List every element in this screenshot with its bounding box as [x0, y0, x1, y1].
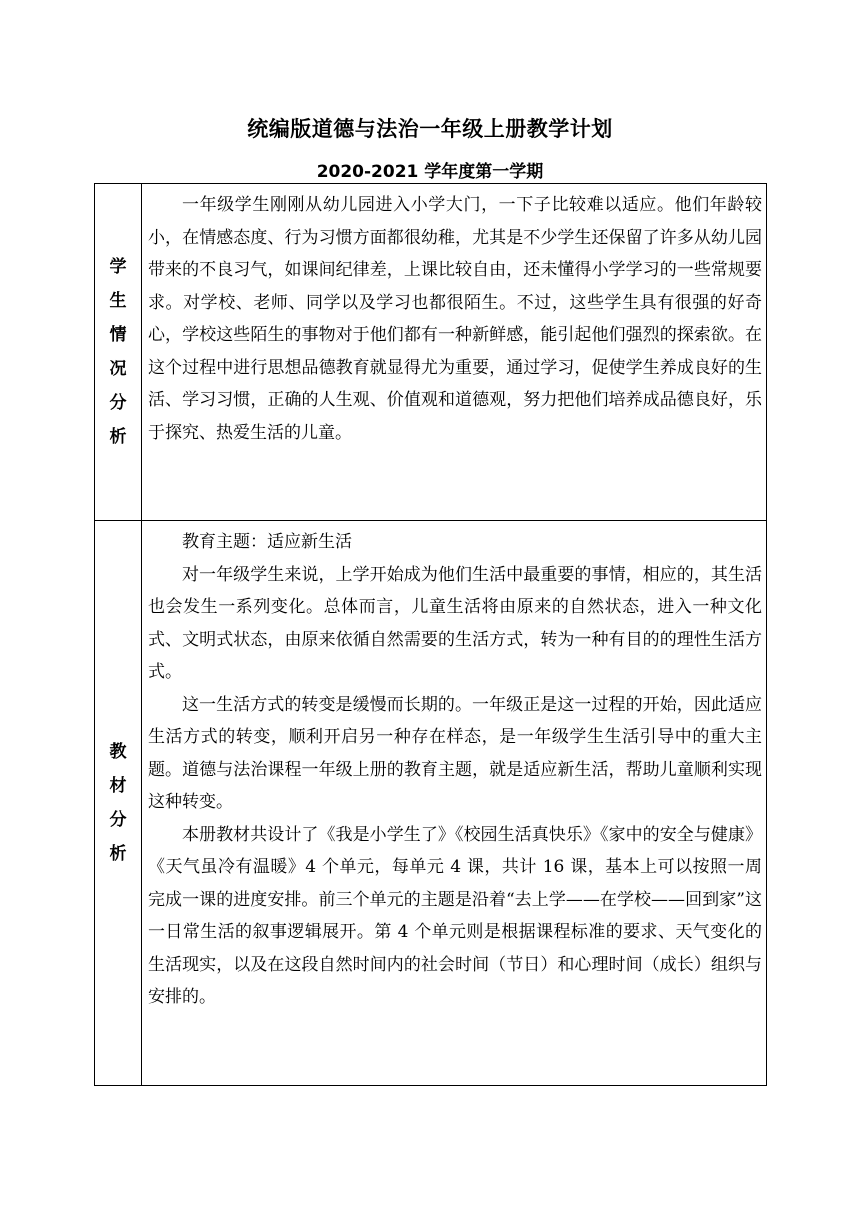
label-char: 况 [109, 359, 127, 379]
paragraph-theme: 教育主题：适应新生活 [182, 532, 352, 552]
label-char: 学 [109, 257, 127, 277]
table-row-material-analysis [95, 521, 767, 1086]
section-content-material-analysis [142, 521, 767, 1086]
label-char: 情 [109, 325, 127, 345]
plan-table [94, 183, 767, 1086]
label-char: 材 [109, 776, 127, 796]
document-subtitle: 2020-2021 学年度第一学期 [316, 162, 544, 182]
section-content-student-analysis [142, 184, 767, 521]
paragraph: 这一生活方式的转变是缓慢而长期的。一年级正是这一过程的开始，因此适应生活方式的转变，顺利开启另一种存在样态，是一年级学生生活引导中的重大主题。道德与法治课程一年级上册的教育主题，就是适应新生活，帮助儿童顺利实现这种转变。 [148, 694, 762, 812]
paragraph: 对一年级学生来说，上学开始成为他们生活中最重要的事情，相应的，其生活也会发生一系列变化。总体而言，儿童生活将由原来的自然状态，进入一种文化式、文明式状态，由原来依循自然需要的生活方式，转为一种有目的的理性生活方式。 [148, 564, 762, 682]
label-char: 教 [109, 742, 127, 762]
section-label-material-analysis [95, 521, 142, 1086]
label-char: 析 [109, 844, 127, 864]
label-char: 生 [109, 291, 127, 311]
label-char: 析 [109, 427, 127, 447]
label-char: 分 [109, 393, 127, 413]
table-row-student-analysis [95, 184, 767, 521]
section-label-student-analysis [95, 184, 142, 521]
paragraph: 本册教材共设计了《我是小学生了》《校园生活真快乐》《家中的安全与健康》《天气虽冷有温暖》4 个单元，每单元 4 课，共计 16 课，基本上可以按照一周完成一课的进度安排。前三个单元的主题是沿着“去上学——在学校——回到家”这一日常生活的叙事逻辑展开。第 4 个单元则是根据课程标准的要求、天气变化的生活现实，以及在这段自然时间内的社会时间（节日）和心理时间（成长）组织与安排的。 [148, 824, 762, 1007]
paragraph: 一年级学生刚刚从幼儿园进入小学大门，一下子比较难以适应。他们年龄较小，在情感态度、行为习惯方面都很幼稚，尤其是不少学生还保留了许多从幼儿园带来的不良习气，如课间纪律差，上课比较自由，还未懂得小学学习的一些常规要求。对学校、老师、同学以及学习也都很陌生。不过，这些学生具有很强的好奇心，学校这些陌生的事物对于他们都有一种新鲜感，能引起他们强烈的探索欲。在这个过程中进行思想品德教育就显得尤为重要，通过学习，促使学生养成良好的生活、学习习惯，正确的人生观、价值观和道德观，努力把他们培养成品德良好，乐于探究、热爱生活的儿童。 [148, 195, 762, 443]
label-char: 分 [109, 810, 127, 830]
document-title: 统编版道德与法治一年级上册教学计划 [247, 117, 613, 141]
